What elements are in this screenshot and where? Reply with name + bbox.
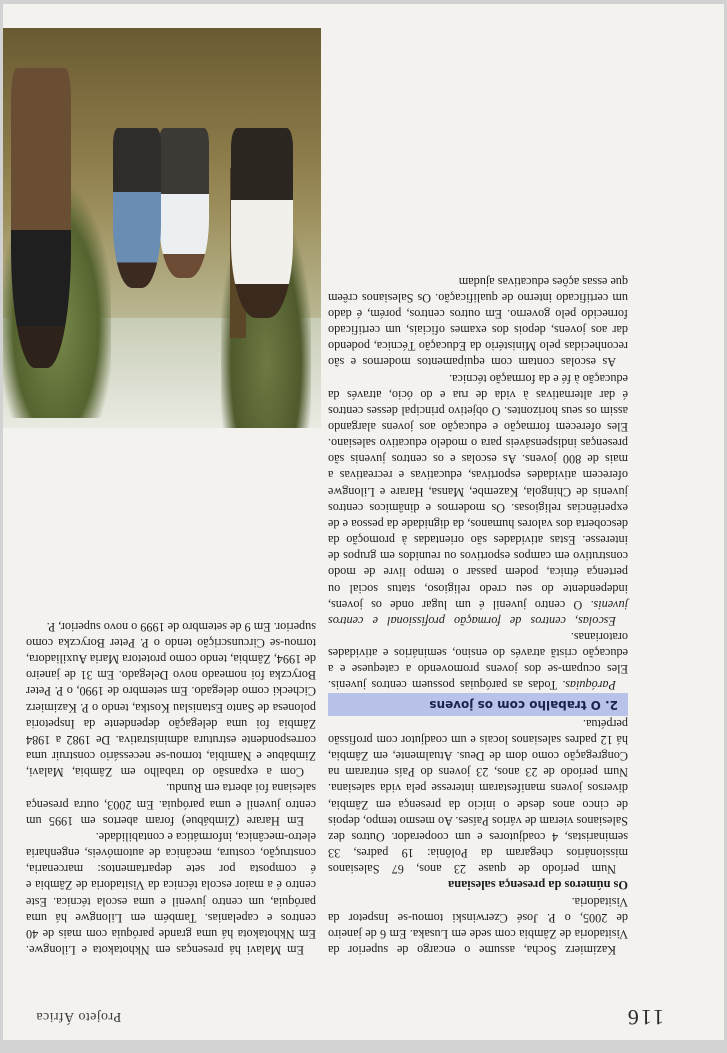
paragraph: Kazimierz Socha, assume o encargo de superior da Visitadoria de Zâmbia com sede em Lusaka. Em 6 de janeiro de 2005, o P. José Czerwinski tomou-se Inspetor da Visitadoria. (328, 894, 628, 957)
paragraph: Num período de quase 23 anos, 67 Salesianos missionários chegaram da Polônia: 19 padres, 33 seminaristas, 4 coadjutores e um cooperador. Outros dez Salesianos vieram de vários Países. Ao mesmo tempo, depois de cinco anos desde o início da presença em Zâmbia, diversos jovens manifestaram interesse pela vida salesiana. Num período de 23 anos, 23 jovens do País entraram na Congregação como dom de Deus. Atualmente, em Zâmbia, há 12 padres salesianos locais e um coadjutor com profissão perpétua. (328, 716, 628, 877)
photo-person (11, 68, 71, 368)
left-column (328, 273, 628, 958)
paragraph-text: O centro juvenil é um lugar onde os jovens, independente do seu credo religioso, status social ou pertença étnica, podem passar o tempo livre de modo construtivo em campos esportivos ou reunidos em grupos de interesse. Estas atividades são orientadas à promoção da descoberta dos valores humanos, da dignidade da pessoa e de experiências religiosas. Os modernos e dinâmicos centros juvenis de Chingola, Kazembe, Mansa, Harare e Lilongwe oferecem atividades esportivas, educativas e recreativas a mais de 800 jovens. As escolas e os centros juvenis são presenças indispensáveis para o modelo educativo salesiano. Eles oferecem formação e educação aos jovens alargando assim os seus horizontes. O objetivo principal desses centros é dar alternativas à vida de rua e do ócio, através da educação à fé e da formação técnica. (328, 371, 628, 612)
lead-in: Escolas, centros de formação profissional e centros juvenis. (328, 597, 628, 628)
photo-person (113, 128, 161, 288)
paragraph-parishes (328, 629, 628, 694)
paragraph-schools (328, 370, 628, 629)
photo-people-outdoors (3, 28, 321, 428)
right-column (26, 619, 316, 958)
page-number: 116 (625, 1005, 664, 1030)
section-title: 2. O trabalho com os jovens (328, 694, 628, 716)
photo-person (159, 128, 209, 278)
subheading-numbers: Os números da presença salesiana (448, 878, 628, 893)
photo-person (231, 128, 293, 318)
paragraph-text: Todas as paróquias possuem centros juvenis. Eles ocupam-se dos jovens promovendo a catequese e a educação cristã através do ensino, seminários e atividades oratorianas. (328, 630, 628, 693)
lead-in: Paróquias. (562, 678, 616, 693)
paragraph: Com a expansão do trabalho em Zâmbia, Malavi, Zimbábue e Namíbia, tornou-se necessário construir uma correspondente estrutura administrativa. De 1982 a 1984 Zâmbia foi uma delegação dependente da Inspetoria polonesa de Santo Estanislau Kostka, tendo o P. Kazimierz Cichecki como delegado. Em setembro de 1990, o P. Peter Boryczka foi nomeado novo Delegado. Em 31 de janeiro de 1994, Zâmbia, tendo como protetora Maria Auxiliadora, tornou-se Circunscrição tendo o P. Peter Boryczka como superior. Em 9 de setembro de 1999 o novo superior, P. (26, 619, 316, 780)
running-title: Projeto África (36, 1009, 122, 1024)
page-header (3, 970, 724, 1040)
book-page (3, 4, 724, 1040)
paragraph: Em Malavi há presenças em Nkhotakota e Lilongwe. Em Nkhotakota há uma grande paróquia com mais de 40 centros e capelanias. Também em Lilongwe há uma paróquia, um centro juvenil e uma escola técnica. Este centro é a maior escola técnica da Visitadoria de Zâmbia e é composta por sete departamentos: marcenaria, construção, costura, mecânica de automóveis, engenharia eletro-mecânica, informática e contabilidade. (26, 829, 316, 957)
paragraph: Em Harare (Zimbábue) foram abertos em 1995 um centro juvenil e uma paróquia. Em 2003, outra presença salesiana foi aberta em Rundu. (26, 781, 316, 828)
paragraph: As escolas contam com equipamentos modernos e são reconhecidas pelo Ministério da Educação Técnica, podendo dar aos jovens, depois dos exames oficiais, um certificado fornecido pelo governo. Em outros centros, porém, é dado um certificado interno de qualificação. Os Salesianos crêem que essas ações educativas ajudam (328, 274, 628, 370)
